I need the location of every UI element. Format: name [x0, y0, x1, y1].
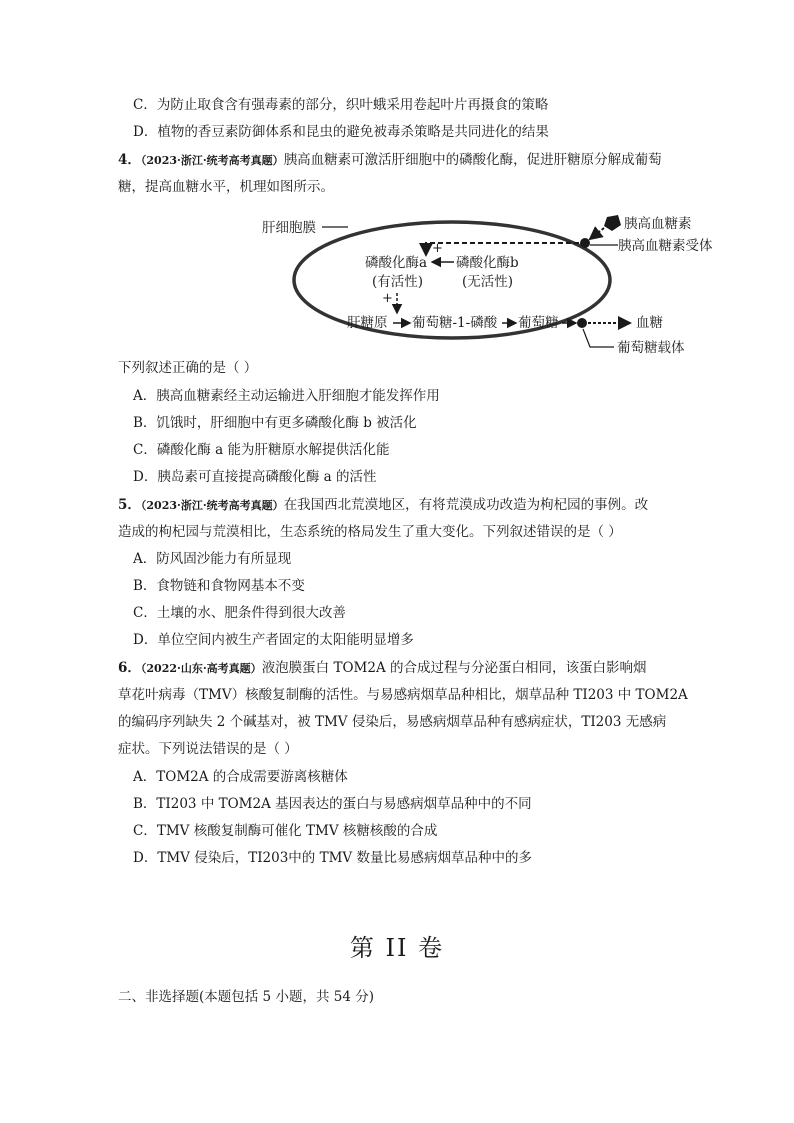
section-heading: 二、非选择题(本题包括 5 小题，共 54 分)	[118, 989, 374, 1005]
q5-option-a: A．防风固沙能力有所显现	[133, 551, 292, 567]
blood-sugar-label: 血糖	[636, 315, 663, 331]
carrier-label: 葡萄糖载体	[617, 340, 685, 356]
q4-number: 4．	[118, 152, 141, 168]
q3-option-c: C．为防止取食含有强毒素的部分，织叶蛾采用卷起叶片再摄食的策略	[133, 97, 549, 113]
enzyme-b-label: 磷酸化酶b	[456, 255, 519, 271]
q4-stem-line1	[118, 150, 662, 171]
q4-option-c: C．磷酸化酶 a 能为肝糖原水解提供活化能	[133, 442, 390, 458]
q6-option-c: C．TMV 核酸复制酶可催化 TMV 核糖核酸的合成	[133, 823, 438, 839]
hormone-arrow	[590, 228, 604, 239]
q6-stem-line4: 症状。下列说法错误的是（ ）	[118, 741, 298, 757]
volume-title: 第 II 卷	[349, 934, 445, 962]
plus-sign-2: +	[382, 291, 393, 306]
q4-option-d: D．胰岛素可直接提高磷酸化酶 a 的活性	[133, 469, 377, 485]
q6-source: （2022·山东·高考真题）	[140, 662, 262, 675]
receptor-label: 胰高血糖素受体	[618, 238, 713, 254]
glycogen-label: 肝糖原	[347, 315, 388, 331]
glucagon-hormone-icon	[604, 215, 621, 231]
q6-number: 6．	[118, 660, 141, 676]
q5-stem-line1	[118, 495, 648, 516]
q4-stem-text1: 胰高血糖素可激活肝细胞中的磷酸化酶，促进肝糖原分解成葡萄	[283, 152, 662, 168]
glucose-label: 葡萄糖	[518, 315, 559, 331]
q4-diagram	[0, 205, 794, 365]
q5-stem-text1: 在我国西北荒漠地区，有将荒漠成功改造为枸杞园的事例。改	[283, 497, 649, 513]
q6-option-b: B．TI203 中 TOM2A 基因表达的蛋白与易感病烟草品种中的不同	[133, 796, 532, 812]
q5-stem-line2: 造成的枸杞园与荒漠相比，生态系统的格局发生了重大变化。下列叙述错误的是（ ）	[118, 524, 622, 540]
q6-stem-line2: 草花叶病毒（TMV）核酸复制酶的活性。与易感病烟草品种相比，烟草品种 TI203 中 TOM2A	[118, 687, 688, 703]
q4-question: 下列叙述正确的是（ ）	[118, 360, 258, 376]
glucose-carrier-icon	[577, 318, 587, 328]
q6-option-d: D．TMV 侵染后，TI203中的 TMV 数量比易感病烟草品种中的多	[133, 850, 532, 866]
q4-source: （2023·浙江·统考高考真题）	[140, 154, 284, 167]
q5-option-d: D．单位空间内被生产者固定的太阳能明显增多	[133, 632, 414, 648]
q5-option-b: B．食物链和食物网基本不变	[133, 578, 305, 594]
q5-option-c: C．土壤的水、肥条件得到很大改善	[133, 605, 346, 621]
q4-option-b: B．饥饿时，肝细胞中有更多磷酸化酶 b 被活化	[133, 415, 417, 431]
q5-source: （2023·浙江·统考高考真题）	[140, 499, 284, 512]
q6-stem-line1	[118, 658, 647, 679]
q3-option-d: D．植物的香豆素防御体系和昆虫的避免被毒杀策略是共同进化的结果	[133, 124, 549, 140]
receptor-icon	[580, 238, 590, 248]
g1p-label: 葡萄糖-1-磷酸	[412, 315, 498, 331]
carrier-pointer	[583, 329, 614, 347]
enzyme-a-status: (有活性)	[372, 274, 424, 290]
q6-option-a: A．TOM2A 的合成需要游离核糖体	[133, 769, 348, 785]
plus-sign-1: +	[432, 241, 443, 256]
hormone-label: 胰高血糖素	[624, 216, 692, 232]
membrane-label: 肝细胞膜	[262, 220, 316, 236]
q4-option-a: A．胰高血糖素经主动运输进入肝细胞才能发挥作用	[133, 388, 440, 404]
enzyme-a-label: 磷酸化酶a	[365, 255, 428, 271]
enzyme-b-status: (无活性)	[462, 274, 514, 290]
q6-stem-text1: 液泡膜蛋白 TOM2A 的合成过程与分泌蛋白相同，该蛋白影响烟	[261, 660, 647, 676]
q6-stem-line3: 的编码序列缺失 2 个碱基对，被 TMV 侵染后，易感病烟草品种有感病症状，TI203 无感病	[118, 714, 667, 730]
q5-number: 5．	[118, 497, 141, 513]
q4-stem-line2: 糖，提高血糖水平，机理如图所示。	[118, 179, 334, 195]
